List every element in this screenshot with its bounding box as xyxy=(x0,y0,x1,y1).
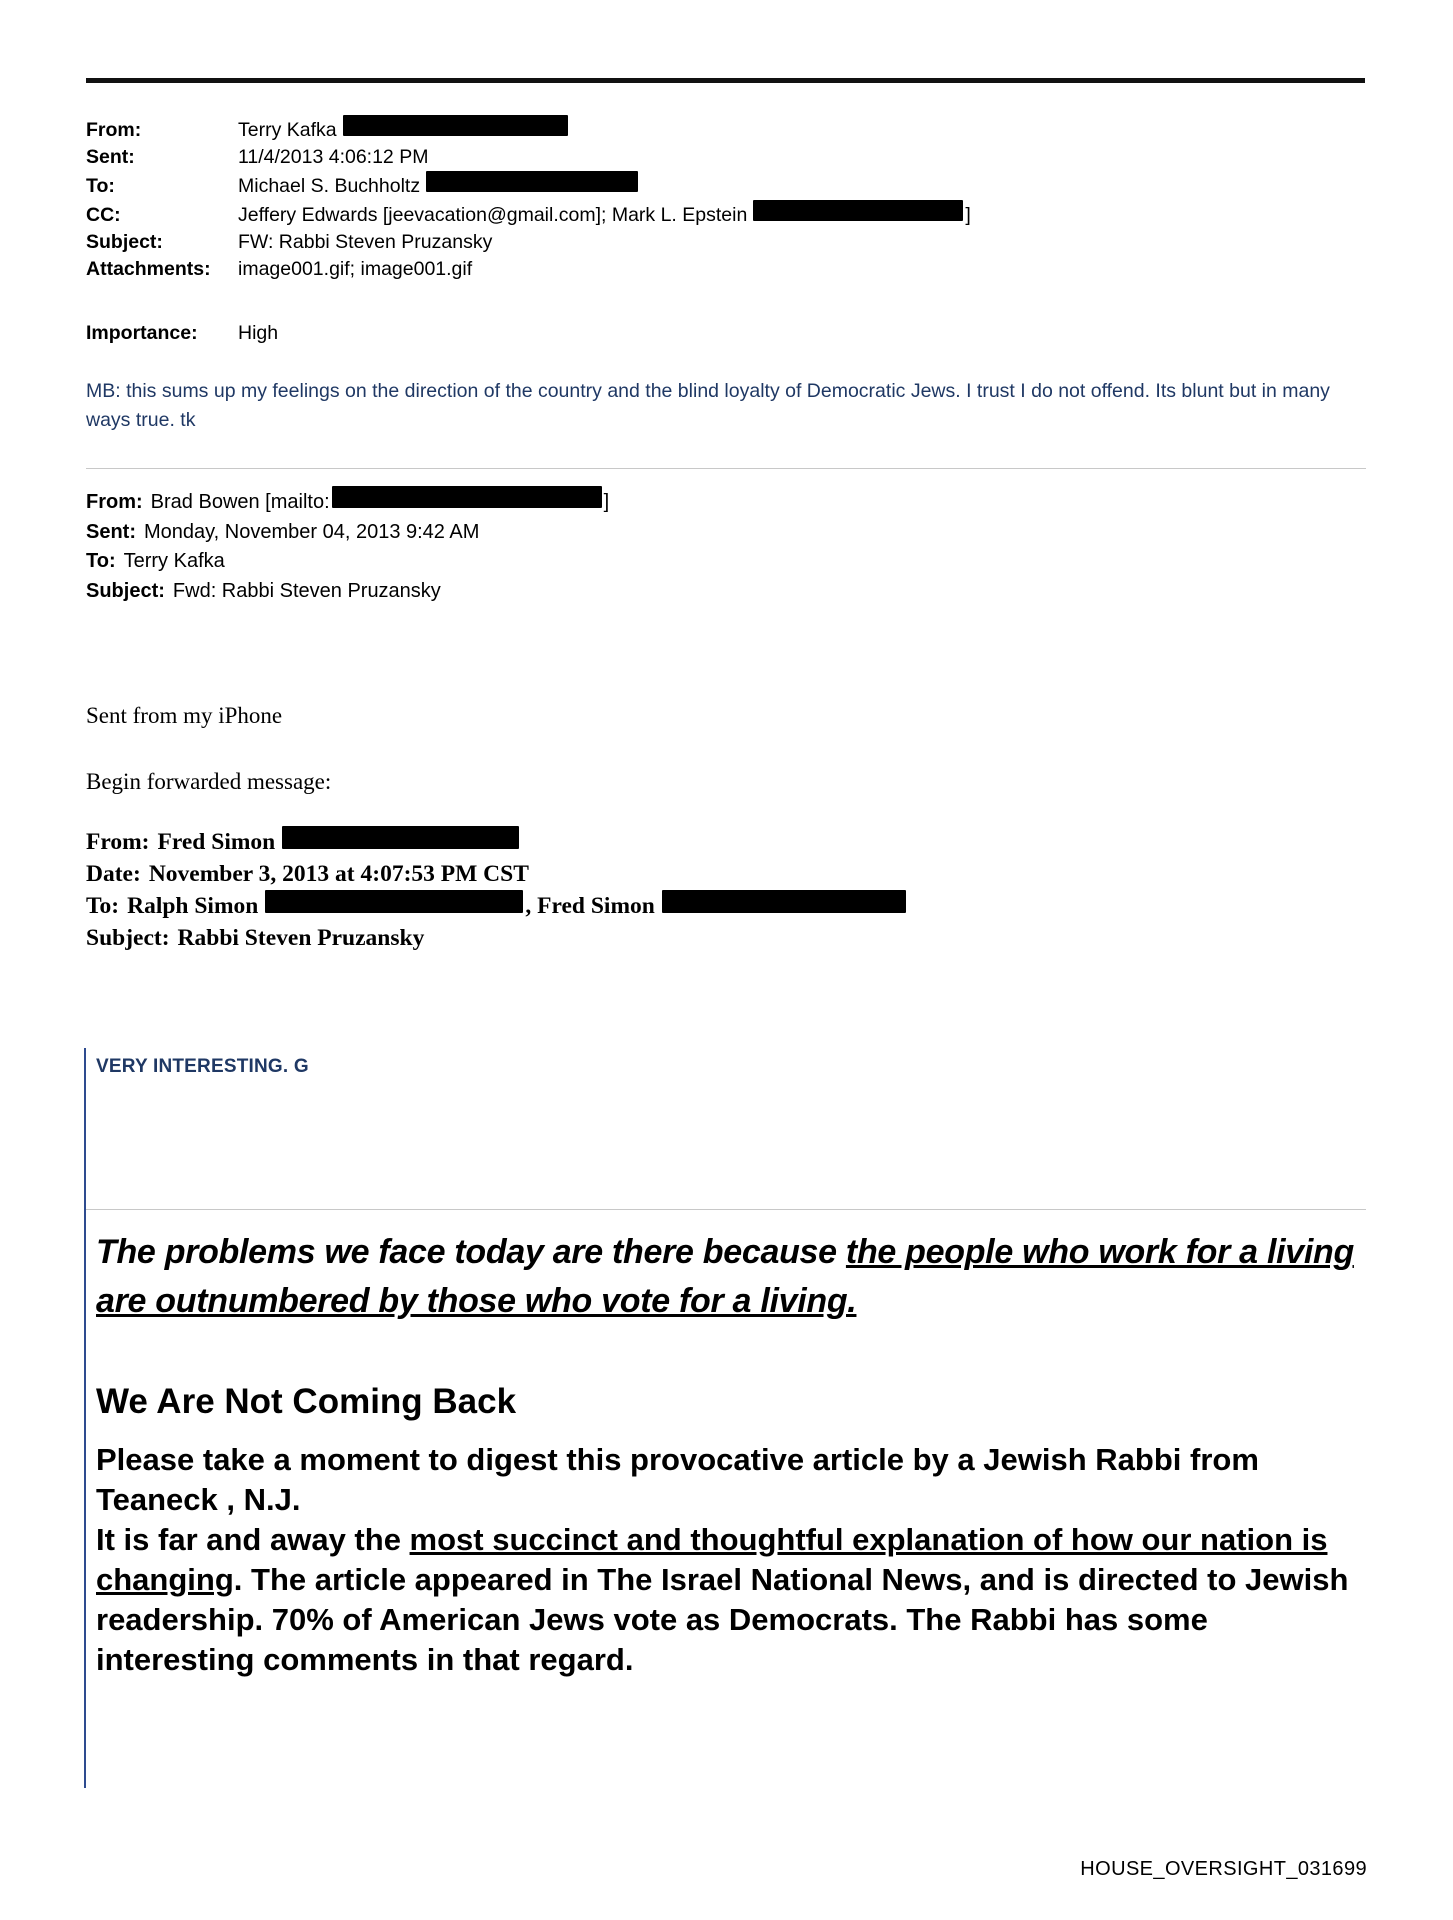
value-to xyxy=(238,171,1366,200)
header-row-from xyxy=(86,115,1366,144)
redaction-bar-fwd2-to2 xyxy=(662,890,906,913)
article-pull-quote xyxy=(96,1228,1366,1326)
label-from: From: xyxy=(86,119,142,141)
header-row-cc xyxy=(86,200,1366,229)
fwd1-label-subject: Subject: xyxy=(86,579,165,602)
section-divider-2 xyxy=(86,1209,1366,1210)
article-para-line2-a: It is far and away the xyxy=(96,1522,410,1557)
label-attachments: Attachments: xyxy=(86,258,211,280)
fwd2-value-to: Ralph Simon xyxy=(127,893,259,919)
label-importance: Importance: xyxy=(86,322,198,344)
redaction-bar-cc xyxy=(753,200,963,221)
to-name: Michael S. Buchholtz xyxy=(238,175,421,197)
header-row-to xyxy=(86,171,1366,200)
redaction-bar-fwd2-to xyxy=(265,890,523,913)
fwd2-row-from xyxy=(86,826,1366,859)
fwd1-row-from xyxy=(86,486,1366,518)
label-cc: CC: xyxy=(86,204,121,226)
email-header xyxy=(86,115,1366,283)
redaction-bar-fwd1-from xyxy=(332,486,602,508)
fwd1-label-to: To: xyxy=(86,550,116,572)
fwd2-row-subject xyxy=(86,923,1366,955)
article-heading: We Are Not Coming Back xyxy=(96,1382,517,1421)
begin-forwarded-line: Begin forwarded message: xyxy=(86,769,332,794)
fwd2-label-date: Date: xyxy=(86,860,141,887)
bates-stamp: HOUSE_OVERSIGHT_031699 xyxy=(1080,1858,1367,1880)
fwd2-value-from: Fred Simon xyxy=(157,829,276,855)
article-para-line2-b: . The article appeared in The Israel National News, and is directed to Jewish readership. 70% of American Jews vote as Democrats. The Rabbi has some interesting comments in that regard. xyxy=(96,1562,1349,1677)
header-row-attachments xyxy=(86,256,1366,283)
header-row-importance xyxy=(86,320,1366,347)
forwarded-header-fred-simon xyxy=(86,826,1366,954)
header-row-sent xyxy=(86,144,1366,171)
label-to: To: xyxy=(86,175,115,197)
quote-indent-bar xyxy=(84,1048,86,1788)
fwd2-row-date xyxy=(86,859,1366,891)
article-para-underlined: most succinct and thoughtful explanation of how our nation is changing xyxy=(96,1522,1328,1597)
article-para-line1: Please take a moment to digest this provocative article by a Jewish Rabbi from Teaneck , N.J. xyxy=(96,1442,1259,1517)
fwd1-from-bracket: ] xyxy=(603,491,610,513)
redaction-bar-fwd2-from xyxy=(282,826,519,849)
section-divider-1 xyxy=(86,468,1366,469)
fwd2-label-to: To: xyxy=(86,893,120,919)
article-paragraph xyxy=(96,1440,1366,1680)
pull-quote-plain: The problems we face today are there because xyxy=(96,1233,846,1271)
fwd2-label-from: From: xyxy=(86,829,150,855)
fwd1-value-from: Brad Bowen [mailto: xyxy=(150,491,330,513)
value-subject: FW: Rabbi Steven Pruzansky xyxy=(238,231,493,253)
header-row-subject xyxy=(86,229,1366,256)
redaction-bar-from xyxy=(343,115,568,136)
sent-from-iphone-line: Sent from my iPhone xyxy=(86,703,283,728)
fwd2-label-subject: Subject: xyxy=(86,924,170,951)
fwd1-label-sent: Sent: xyxy=(86,520,136,543)
fwd1-value-to: Terry Kafka xyxy=(123,550,225,572)
value-sent: 11/4/2013 4:06:12 PM xyxy=(238,146,429,168)
label-sent: Sent: xyxy=(86,146,135,168)
forwarded-header-brad-bowen xyxy=(86,486,1366,606)
fwd2-value-to2: , Fred Simon xyxy=(525,893,655,919)
cc-names: Jeffery Edwards [jeevacation@gmail.com]; Mark L. Epstein xyxy=(238,204,748,226)
value-from xyxy=(238,115,1366,144)
sender-note: MB: this sums up my feelings on the direction of the country and the blind loyalty of Democratic Jews. I trust I do not offend. Its blunt but in many ways true. tk xyxy=(86,380,1330,431)
fwd2-value-subject: Rabbi Steven Pruzansky xyxy=(177,924,425,951)
fwd1-value-sent: Monday, November 04, 2013 9:42 AM xyxy=(144,520,480,543)
fwd1-value-subject: Fwd: Rabbi Steven Pruzansky xyxy=(172,579,441,602)
cc-bracket: ] xyxy=(965,204,971,226)
value-attachments: image001.gif; image001.gif xyxy=(238,258,473,280)
fwd2-row-to xyxy=(86,890,1366,923)
from-name: Terry Kafka xyxy=(238,119,337,141)
value-cc xyxy=(238,200,1366,229)
very-interesting-note: VERY INTERESTING. G xyxy=(96,1056,309,1077)
fwd1-row-to xyxy=(86,547,1366,577)
fwd2-value-date: November 3, 2013 at 4:07:53 PM CST xyxy=(148,860,529,887)
value-importance: High xyxy=(238,322,279,344)
fwd1-row-sent xyxy=(86,518,1366,548)
pull-quote-underlined: the people who work for a living are outnumbered by those who vote for a living. xyxy=(96,1233,1354,1320)
redaction-bar-to xyxy=(426,171,638,192)
fwd1-row-subject xyxy=(86,577,1366,607)
label-subject: Subject: xyxy=(86,231,163,253)
fwd1-label-from: From: xyxy=(86,491,143,513)
top-rule-divider xyxy=(86,78,1365,83)
